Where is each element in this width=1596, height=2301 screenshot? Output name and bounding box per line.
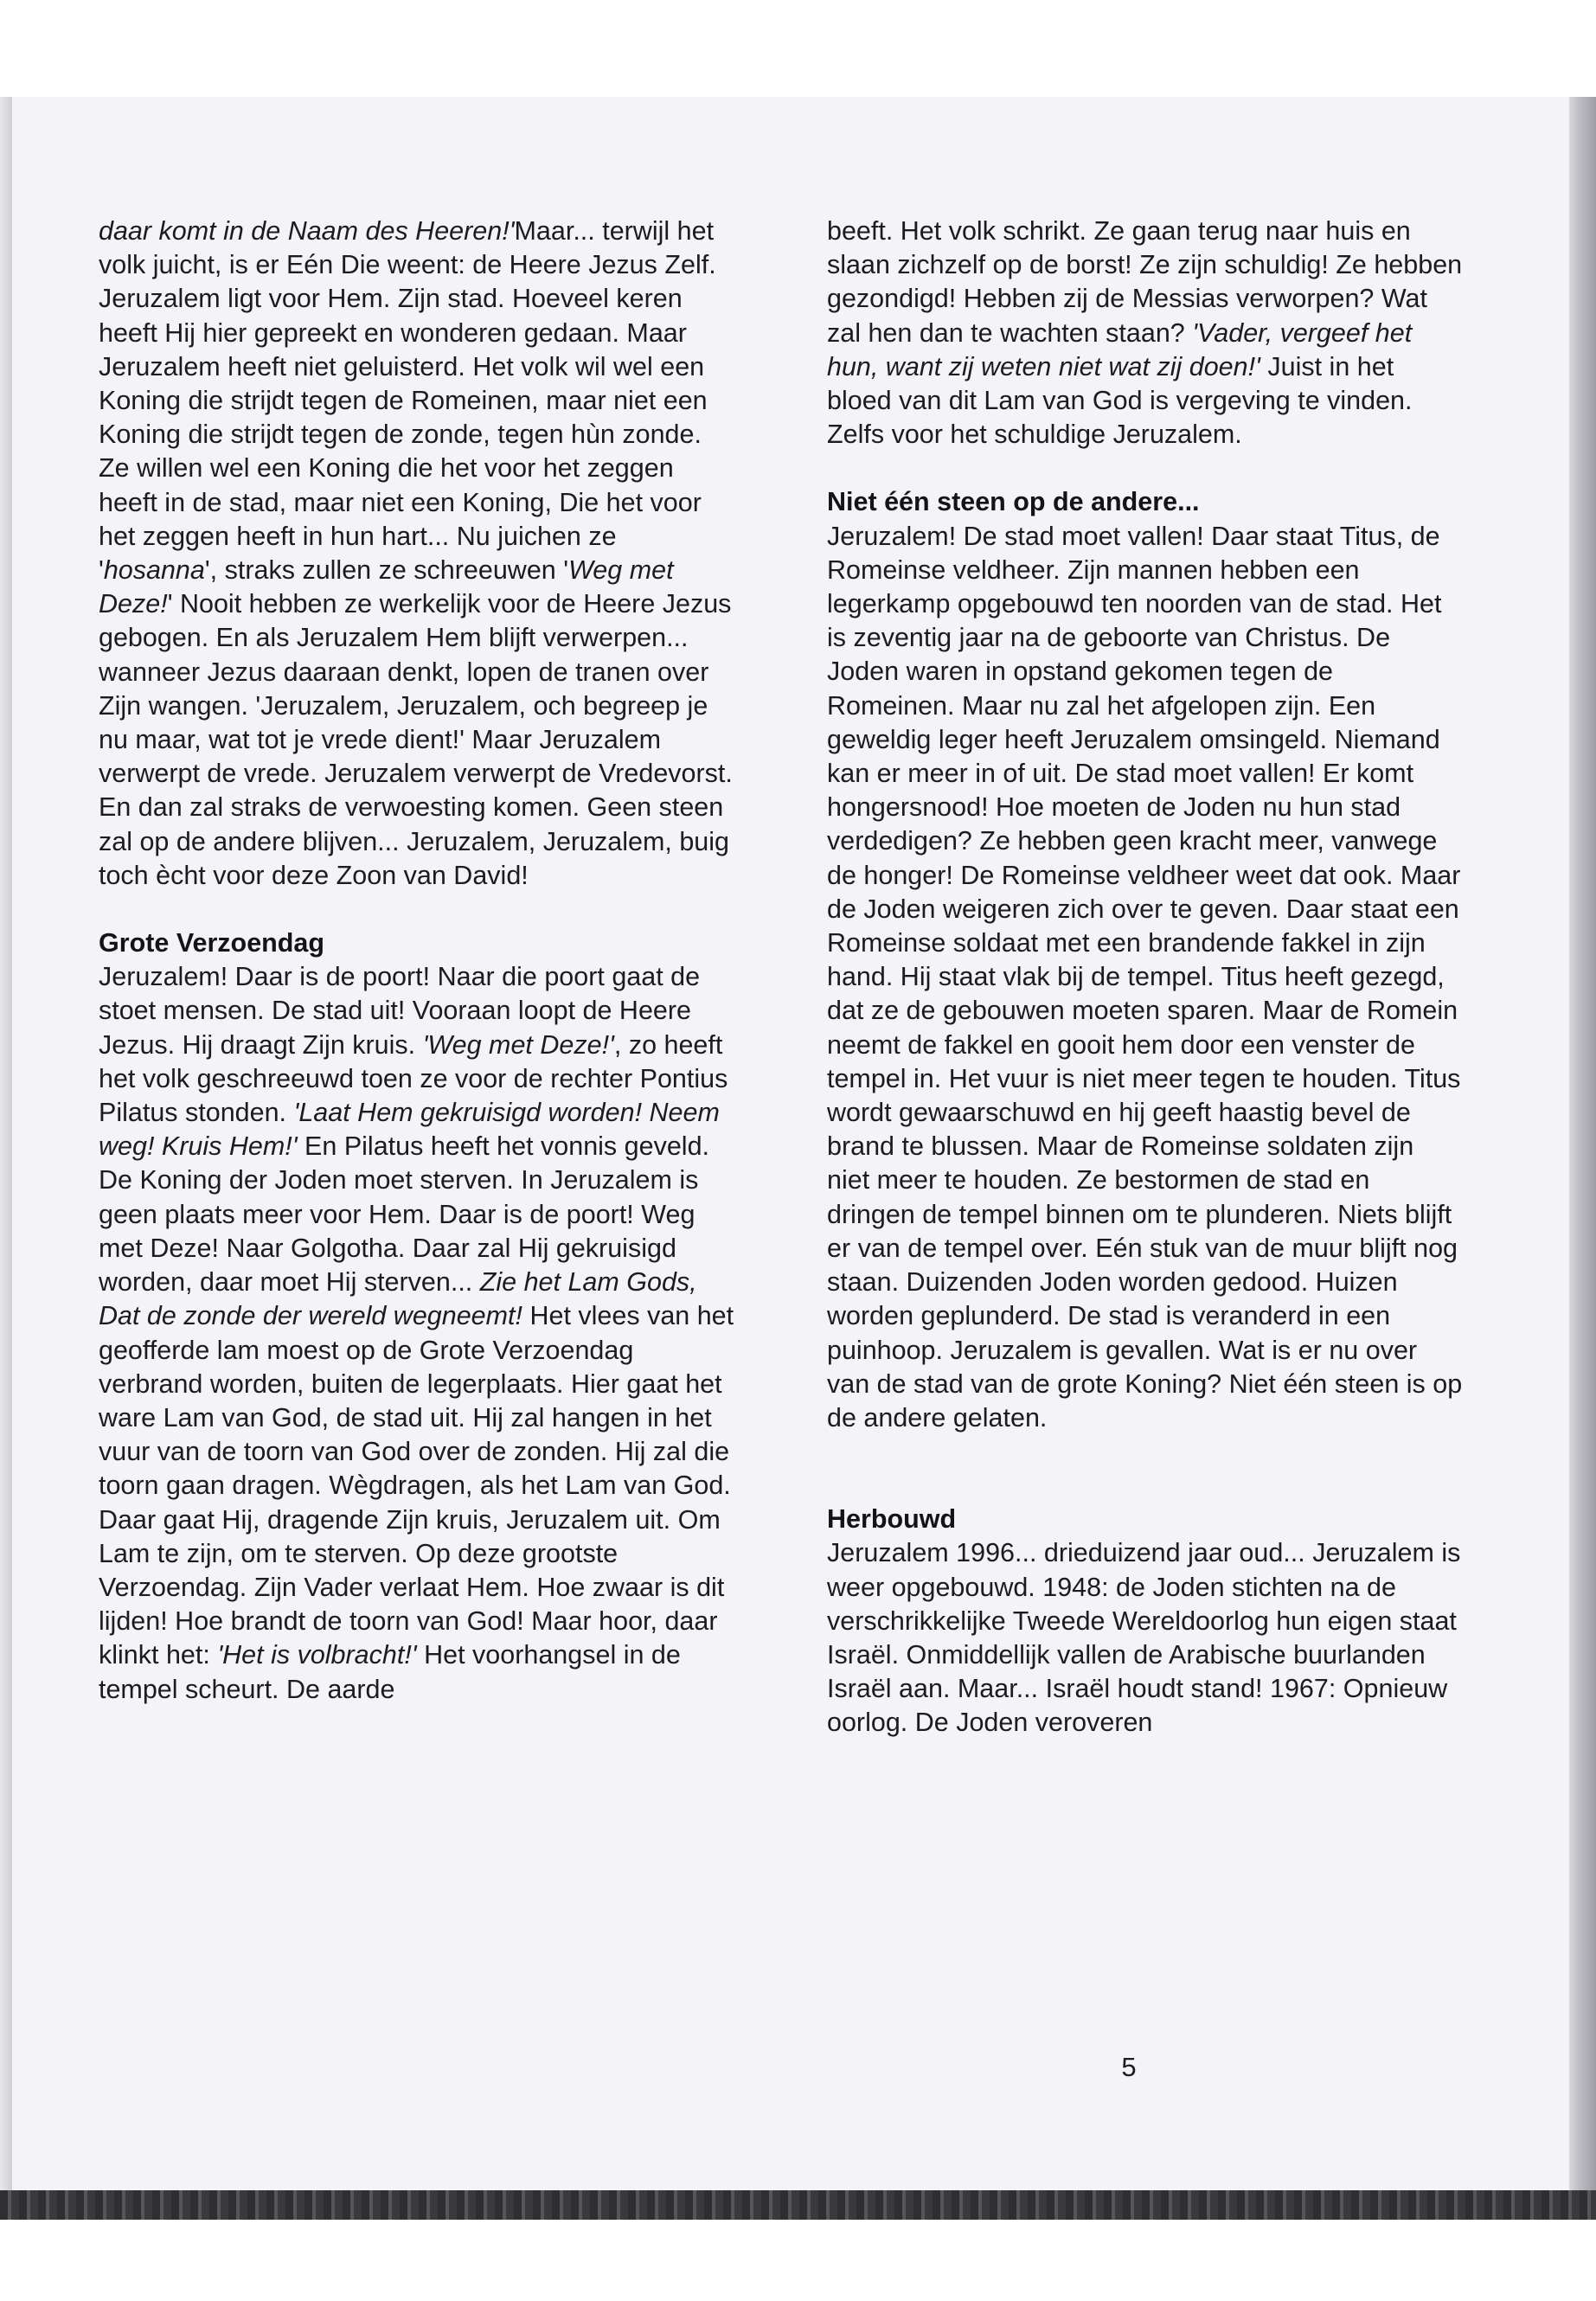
spacer xyxy=(827,1435,1463,1503)
text-run: En Pilatus heeft het vonnis geveld. De Koning der Joden moet sterven. In Jeruzalem is geen plaats meer voor Hem. Daar is de poort! Weg met Deze! Naar Golgotha. Daar zal Hij gekruisigd worden, daar moet Hij sterven... xyxy=(99,1131,710,1298)
italic-text-run: hosanna xyxy=(103,555,205,586)
italic-text-run: 'Laat Hem gekruisigd worden! Neem weg! Kruis Hem!' xyxy=(99,1098,720,1162)
text-run: ' Nooit hebben ze werkelijk voor de Heere Jezus gebogen. En als Jeruzalem Hem blijft verwerpen... wanneer Jezus daaraan denkt, lopen de tranen over Zijn wangen. 'Jeruzalem, Jeruzalem, och begreep je nu maar, wat tot je vrede dient!' Maar Jeruzalem verwerpt de vrede. Jeruzalem verwerpt de Vredevorst. En dan zal straks de verwoesting komen. Geen steen zal op de andere blijven... Jeruzalem, Jeruzalem, buig toch ècht voor deze Zoon van David! xyxy=(99,589,733,890)
page-number: 5 xyxy=(1121,2052,1137,2082)
left-paragraph-2 xyxy=(99,960,734,1706)
italic-text-run: Zie het Lam Gods, Dat de zonde der wereld wegneemt! xyxy=(99,1267,697,1331)
text-run: Jeruzalem! Daar is de poort! Naar die poort gaat de stoet mensen. De stad uit! Vooraan loopt de Heere Jezus. Hij draagt Zijn kruis. xyxy=(99,962,701,1060)
italic-text-run: 'Weg met Deze!' xyxy=(422,1029,614,1060)
spacer xyxy=(827,452,1463,485)
page-edge-left xyxy=(0,97,12,2190)
text-run: Het voorhangsel in de tempel scheurt. De aarde xyxy=(99,1640,681,1704)
text-run: beeft. Het volk schrikt. Ze gaan terug naar huis en slaan zichzelf op de borst! Ze zijn schuldig! Ze hebben gezondigd! Hebben zij de Messias verworpen? Wat zal hen dan te wachten staan? xyxy=(827,216,1463,348)
text-run: Maar... terwijl het volk juicht, is er Eén Die weent: de Heere Jezus Zelf. Jeruzalem ligt voor Hem. Zijn stad. Hoeveel keren heeft Hij hier gepreekt en wonderen gedaan. Maar Jeruzalem heeft niet geluisterd. Het volk wil wel een Koning die strijdt tegen de Romeinen, maar niet een Koning die strijdt tegen de zonde, tegen hùn zonde. Ze willen wel een Koning die het voor het zeggen heeft in de stad, maar niet een Koning, Die het voor het zeggen heeft in hun hart... Nu juichen ze ' xyxy=(99,216,716,586)
scan-background-bottom xyxy=(0,2190,1596,2301)
italic-text-run: Weg met Deze! xyxy=(99,555,674,619)
spacer xyxy=(99,893,734,926)
scan-background-top xyxy=(0,0,1596,97)
right-paragraph-2 xyxy=(827,520,1463,1435)
text-run: Jeruzalem 1996... drieduizend jaar oud... Jeruzalem is weer opgebouwd. 1948: de Joden stichten na de verschrikkelijke Tweede Wereldoorlog hun eigen staat Israël. Onmiddellijk vallen de Arabische buurlanden Israël aan. Maar... Israël houdt stand! 1967: Opnieuw oorlog. De Joden veroveren xyxy=(827,1538,1461,1738)
italic-text-run: daar komt in de Naam des Heeren!' xyxy=(99,216,515,246)
text-run: Jeruzalem! De stad moet vallen! Daar staat Titus, de Romeinse veldheer. Zijn mannen hebben een legerkamp opgebouwd ten noorden van de stad. Het is zeventig jaar na de geboorte van Christus. De Joden waren in opstand gekomen tegen de Romeinen. Maar nu zal het afgelopen zijn. Een geweldig leger heeft Jeruzalem omsingeld. Niemand kan er meer in of uit. De stad moet vallen! Er komt hongersnood! Hoe moeten de Joden nu hun stad verdedigen? Ze hebben geen kracht meer, vanwege de honger! De Romeinse veldheer weet dat ook. Maar de Joden weigeren zich over te geven. Daar staat een Romeinse soldaat met een brandende fakkel in zijn hand. Hij staat vlak bij de tempel. Titus heeft gezegd, dat ze de gebouwen moeten sparen. Maar de Romein neemt de fakkel en gooit hem door een venster de tempel in. Het vuur is niet meer tegen te houden. Titus wordt gewaarschuwd en hij geeft haastig bevel de brand te blussen. Maar de Romeinse soldaten zijn niet meer te houden. Ze bestormen de stad en dringen de tempel binnen om te plunderen. Niets blijft er van de tempel over. Eén stuk van de muur blijft nog staan. Duizenden Joden worden gedood. Huizen worden geplunderd. De stad is veranderd in een puinhoop. Jeruzalem is gevallen. Wat is er nu over van de stad van de grote Koning? Niet één steen is op de andere gelaten. xyxy=(827,521,1463,1433)
right-paragraph-3 xyxy=(827,1536,1463,1740)
page-edge-right xyxy=(1569,97,1596,2190)
left-column xyxy=(99,215,734,1707)
heading-niet-een-steen: Niet één steen op de andere... xyxy=(827,487,1200,517)
right-paragraph-1 xyxy=(827,215,1463,452)
italic-text-run: 'Het is volbracht!' xyxy=(217,1640,417,1670)
heading-grote-verzoendag: Grote Verzoendag xyxy=(99,928,325,958)
text-run: Het vlees van het geofferde lam moest op de Grote Verzoendag verbrand worden, buiten de legerplaats. Hier gaat het ware Lam van God, de stad uit. Hij zal hangen in het vuur van de toorn van God over de zonden. Hij zal die toorn gaan dragen. Wègdragen, als het Lam van God. Daar gaat Hij, dragende Zijn kruis, Jeruzalem uit. Om Lam te zijn, om te sterven. Op deze grootste Verzoendag. Zijn Vader verlaat Hem. Hoe zwaar is dit lijden! Hoe brandt de toorn van God! Maar hoor, daar klinkt het: xyxy=(99,1301,734,1670)
italic-text-run: 'Vader, vergeef het hun, want zij weten niet wat zij doen!' xyxy=(827,317,1413,381)
scan-dark-strip xyxy=(0,2190,1596,2220)
text-run: ', straks zullen ze schreeuwen ' xyxy=(204,555,569,586)
text-run: Juist in het bloed van dit Lam van God is vergeving te vinden. Zelfs voor het schuldige Jeruzalem. xyxy=(827,351,1413,450)
text-run: , zo heeft het volk geschreeuwd toen ze voor de rechter Pontius Pilatus stonden. xyxy=(99,1029,728,1128)
left-paragraph-1 xyxy=(99,215,734,893)
right-column xyxy=(827,215,1463,1740)
heading-herbouwd: Herbouwd xyxy=(827,1504,957,1535)
